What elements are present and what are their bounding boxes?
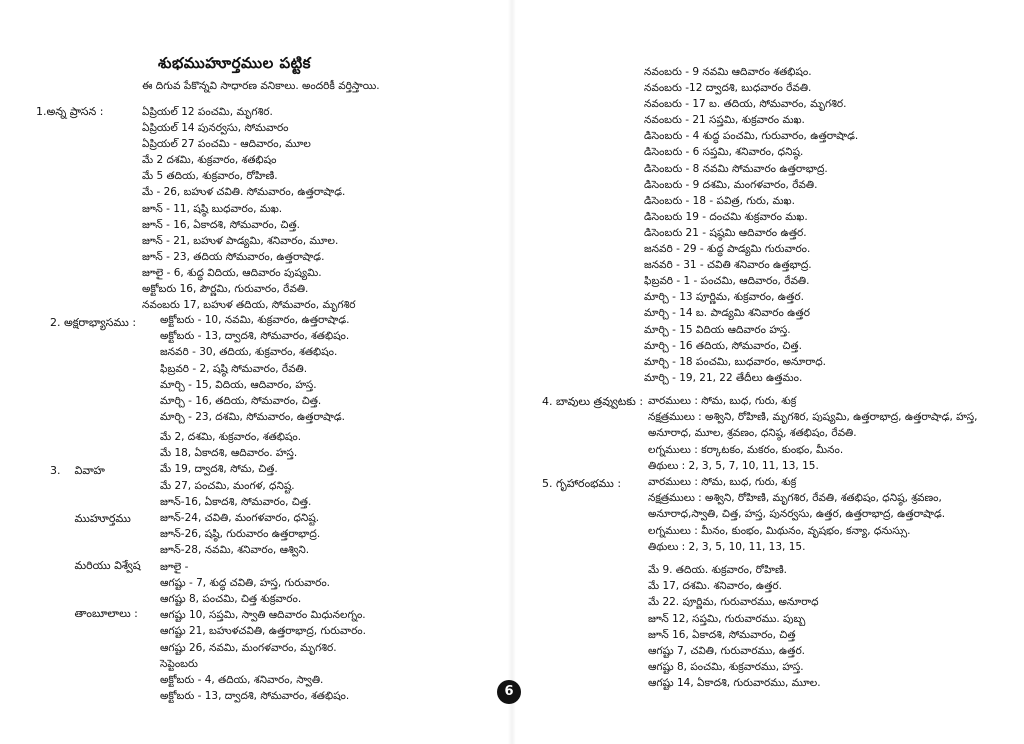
section-list-vivaham [160,429,366,704]
list-item: తిథులు : 2, 3, 5, 10, 11, 13, 15. [648,540,806,553]
list-item: అక్టోబరు - 13, ద్వాదశి, సోమవారం, శతభిషం. [160,690,350,703]
list-item: మే 27, పంచమి, మంగళ, ధనిష్ట. [160,479,295,492]
list-item: మే 9. తదియ. శుక్రవారం, రోహిణి. [648,564,787,576]
list-item: ఆగష్టు 14, ఏకాదశి, గురువారము, మూల. [648,677,821,690]
list-item: జూన్ - 16, ఏకాదశి, సోమవారం, చిత్త. [142,218,300,231]
list-item: అనూరాధ,స్వాతి, చిత్త, హస్త, పునర్వసు, ఉత్తర, ఉత్తరాభాద్ర, ఉత్తరాషాఢ. [648,508,946,521]
list-item: డిసెంబరు - 9 దశమి, మంగళవారం, రేవతి. [644,178,818,191]
list-item: ఏప్రియల్ 27 పంచమి - ఆదివారం, మూల [142,138,311,151]
list-item: మార్చి - 15 విదియ ఆదివారం హస్త. [644,323,791,336]
list-item: లగ్నములు : మీనం, కుంభం, మిథునం, వృషభం, కన్యా, ధనుస్సు. [648,524,911,537]
list-item: జూన్ - 21, బహుళ పాడ్యమి, శనివారం, మూల. [142,234,339,247]
section-list-gruharambham-dates [648,562,821,692]
list-item: జనవరి - 31 - చవితి శనివారం ఉత్తభాద్ర. [644,259,812,272]
list-item: ఆగష్టు - 7, శుద్ధ చవితి, హస్త, గురువారం. [160,576,331,589]
section-label-bavulu: 4. బావులు త్రవ్వుటకు : [542,395,644,408]
list-item: మార్చి - 16 తదియ, సోమవారం, చిత్త. [644,339,802,352]
page-number-badge: 6 [497,680,521,704]
list-item: డిసెంబరు - 8 నవమి సోమవారం ఉత్తరాభాద్ర. [644,162,828,175]
list-item: జూలై - [160,560,189,573]
list-item: ఆగష్టు 8, పంచమి, శుక్రవారము, హస్త. [648,661,804,674]
list-item: లగ్నములు : కర్కాటకం, మకరం, కుంభం, మీనం. [648,443,844,456]
list-item: జూన్-26, షష్ఠి, గురువారం ఉత్తరాభాద్ర. [160,528,321,541]
list-item: నవంబరు -12 ద్వాదశి, బుధవారం రేవతి. [644,82,812,95]
list-item: జూన్ - 23, తదియ సోమవారం, ఉత్తరాషాఢ. [142,250,325,263]
list-item: జూన్-24, చవితి, మంగళవారం, ధనిష్ట. [160,512,320,525]
list-item: ఫిబ్రవరి - 2, షష్ఠి సోమవారం, రేవతి. [160,362,308,375]
list-item: మే 2, దశమి, శుక్రవారం, శతభిషం. [160,431,302,443]
list-item: ఏప్రియల్ 12 పంచమి, మృగశిర. [142,106,273,118]
list-item: డిసెంబరు 19 - దంచమి శుక్రవారం మఖ. [644,210,808,223]
list-item: మే 22. పూర్ణిమ, గురువారము, అనూరాధ [648,596,819,609]
list-item: జూన్-28, నవమి, శనివారం, ఆశ్విని. [160,544,310,557]
list-item: మే 5 తదియ, శుక్రవారం, రోహిణి. [142,170,278,183]
list-item: మే 17, దశమి. శనివారం, ఉత్తర. [648,580,782,593]
section-label-vivaham: 3. వివాహ ముహూర్తము మరియు విశ్వేష తాంబూలాలు : [50,463,141,620]
list-item: మే - 26, బహుళ చవితి. సోమవారం, ఉత్తరాషాఢ. [142,186,346,199]
list-item: సెప్టెంబరు [160,657,198,670]
list-item: వారములు : సోమ, బుధ, గురు, శుక్ర [648,476,797,488]
list-item: అనూరాధ, మూల, శ్రవణం, ధనిష్ఠ, శతభిషం, రేవతి. [648,427,857,440]
page-title: శుభముహూర్తముల పట్టిక [158,54,312,72]
list-item: ఏప్రియల్ 14 పునర్వసు, సోమవారం [142,122,289,135]
list-item: మే 19, ద్వాదశి, సోమ, చిత్త. [160,463,278,476]
list-item: ఆగష్టు 8, పంచమి, చిత్త శుక్రవారం. [160,593,302,606]
list-item: నక్షత్రములు : అశ్విని, రోహిణి, మృగశిర, రేవతి, శతభిషం, ధనిష్ఠ, శ్రవణం, [648,492,942,505]
list-item: జూన్ 16, ఏకాదశి, సోమవారం, చిత్త [648,628,796,641]
section-list-aksharabhyasam [160,312,349,425]
list-item: డిసెంబరు - 6 సప్తమి, శనివారం, ధనిష్ఠ. [644,146,804,159]
section-label-annaprasana: 1.అన్న ప్రాసన : [36,105,104,118]
list-item: మార్చి - 19, 21, 22 తేదీలు ఉత్తమం. [644,371,803,384]
list-item: అక్టోబరు - 4, తదియ, శనివారం, స్వాతి. [160,674,324,687]
list-item: నవంబరు - 21 సప్తమి, శుక్రవారం మఖ. [644,114,805,127]
list-item: ఆగష్టు 26, నవమి, మంగళవారం, మృగశిర. [160,641,337,654]
list-item: మార్చి - 23, దశమి, సోమవారం, ఉత్తరాషాఢ. [160,411,345,424]
list-item: నవంబరు - 9 నవమి ఆదివారం శతభిషం. [644,66,812,78]
section-list-bavulu [648,393,977,474]
list-item: తిథులు : 2, 3, 5, 7, 10, 11, 13, 15. [648,459,819,472]
list-item: జూన్ - 11, షష్ఠి బుధవారం, మఖ. [142,202,283,215]
list-item: మార్చి - 15, విదియ, ఆదివారం, హస్త. [160,378,317,391]
list-item: నక్షత్రములు : అశ్విని, రోహిణి, మృగశిర, పుష్యమి, ఉత్తరాభాద్ర, ఉత్తరాషాఢ, హస్త, [648,411,978,424]
list-item: మార్చి - 13 పూర్ణిమ, శుక్రవారం, ఉత్తర. [644,291,804,304]
list-item: అక్టోబరు 16, పౌర్ణమి, గురువారం, రేవతి. [142,283,309,296]
list-item: మార్చి - 14 బ. పాడ్యమి శనివారం ఉత్తర [644,307,810,320]
list-item: ఫిబ్రవరి - 1 - పంచమి, ఆదివారం, రేవతి. [644,275,810,288]
section-label-gruharambham: 5. గృహారంభము : [542,477,622,490]
list-item: నవంబరు 17, బహుళ తదియ, సోమవారం, మృగశిర [142,299,356,312]
section-list-gruharambham [648,474,945,555]
list-item: ఆగష్టు 7, చవితి, గురువారము, ఉత్తర. [648,645,806,658]
list-item: మార్చి - 16, తదియ, సోమవారం, చిత్త. [160,395,322,408]
section-list-annaprasana [142,104,355,313]
list-item: మార్చి - 18 పంచమి, బుధవారం, అనూరాధ. [644,355,826,368]
page-subtitle: ఈ దిగువ పేకొన్నవి సాధారణ వనికాలు. అందరికీ వర్తిస్తాయి. [142,80,380,92]
list-item: జనవరి - 30, తదియ, శుక్రవారం, శతభిషం. [160,346,338,359]
list-item: జూన్-16, ఏకాదశి, సోమవారం, చిత్త. [160,495,312,508]
list-item: అక్టోబరు - 10, నవమి, శుక్రవారం, ఉత్తరాషాఢ. [160,314,350,326]
list-item: వారములు : సోమ, బుధ, గురు, శుక్ర [648,395,797,407]
list-item: ఆగష్టు 10, సప్తమి, స్వాతి ఆదివారం మిధునలగ్నం. [160,609,366,622]
list-item: మే 2 దశమి, శుక్రవారం, శతభిషం [142,154,277,167]
list-item: నవంబరు - 17 బ. తదియ, సోమవారం, మృగశిర. [644,98,847,111]
section-list-vivaham-continued [644,64,858,386]
right-page [512,0,1024,744]
list-item: జూన్ 12, సప్తమి, గురువారము. పుబ్బ [648,612,806,625]
section-label-aksharabhyasam: 2. అక్షరాభ్యాసము : [50,316,137,329]
list-item: ఆగష్టు 21, బహుళచవితి, ఉత్తరాభాద్ర, గురువారం. [160,625,366,638]
list-item: జూలై - 6, శుద్ధ విదియ, ఆదివారం పుష్యమి. [142,266,322,279]
list-item: డిసెంబరు 21 - షష్ఠమి ఆదివారం ఉత్తర. [644,226,807,239]
list-item: మే 18, ఏకాదశి, ఆదివారం. హస్త. [160,447,298,460]
list-item: అక్టోబరు - 13, ద్వాదశి, సోమవారం, శతభిషం. [160,330,350,343]
list-item: డిసెంబరు - 4 శుద్ధ పంచమి, గురువారం, ఉత్తరాషాఢ. [644,130,859,143]
list-item: డిసెంబరు - 18 - పవిత్ర, గురు, మఖ. [644,194,795,207]
list-item: జనవరి - 29 - శుద్ధ పాడ్యమి గురువారం. [644,243,811,256]
